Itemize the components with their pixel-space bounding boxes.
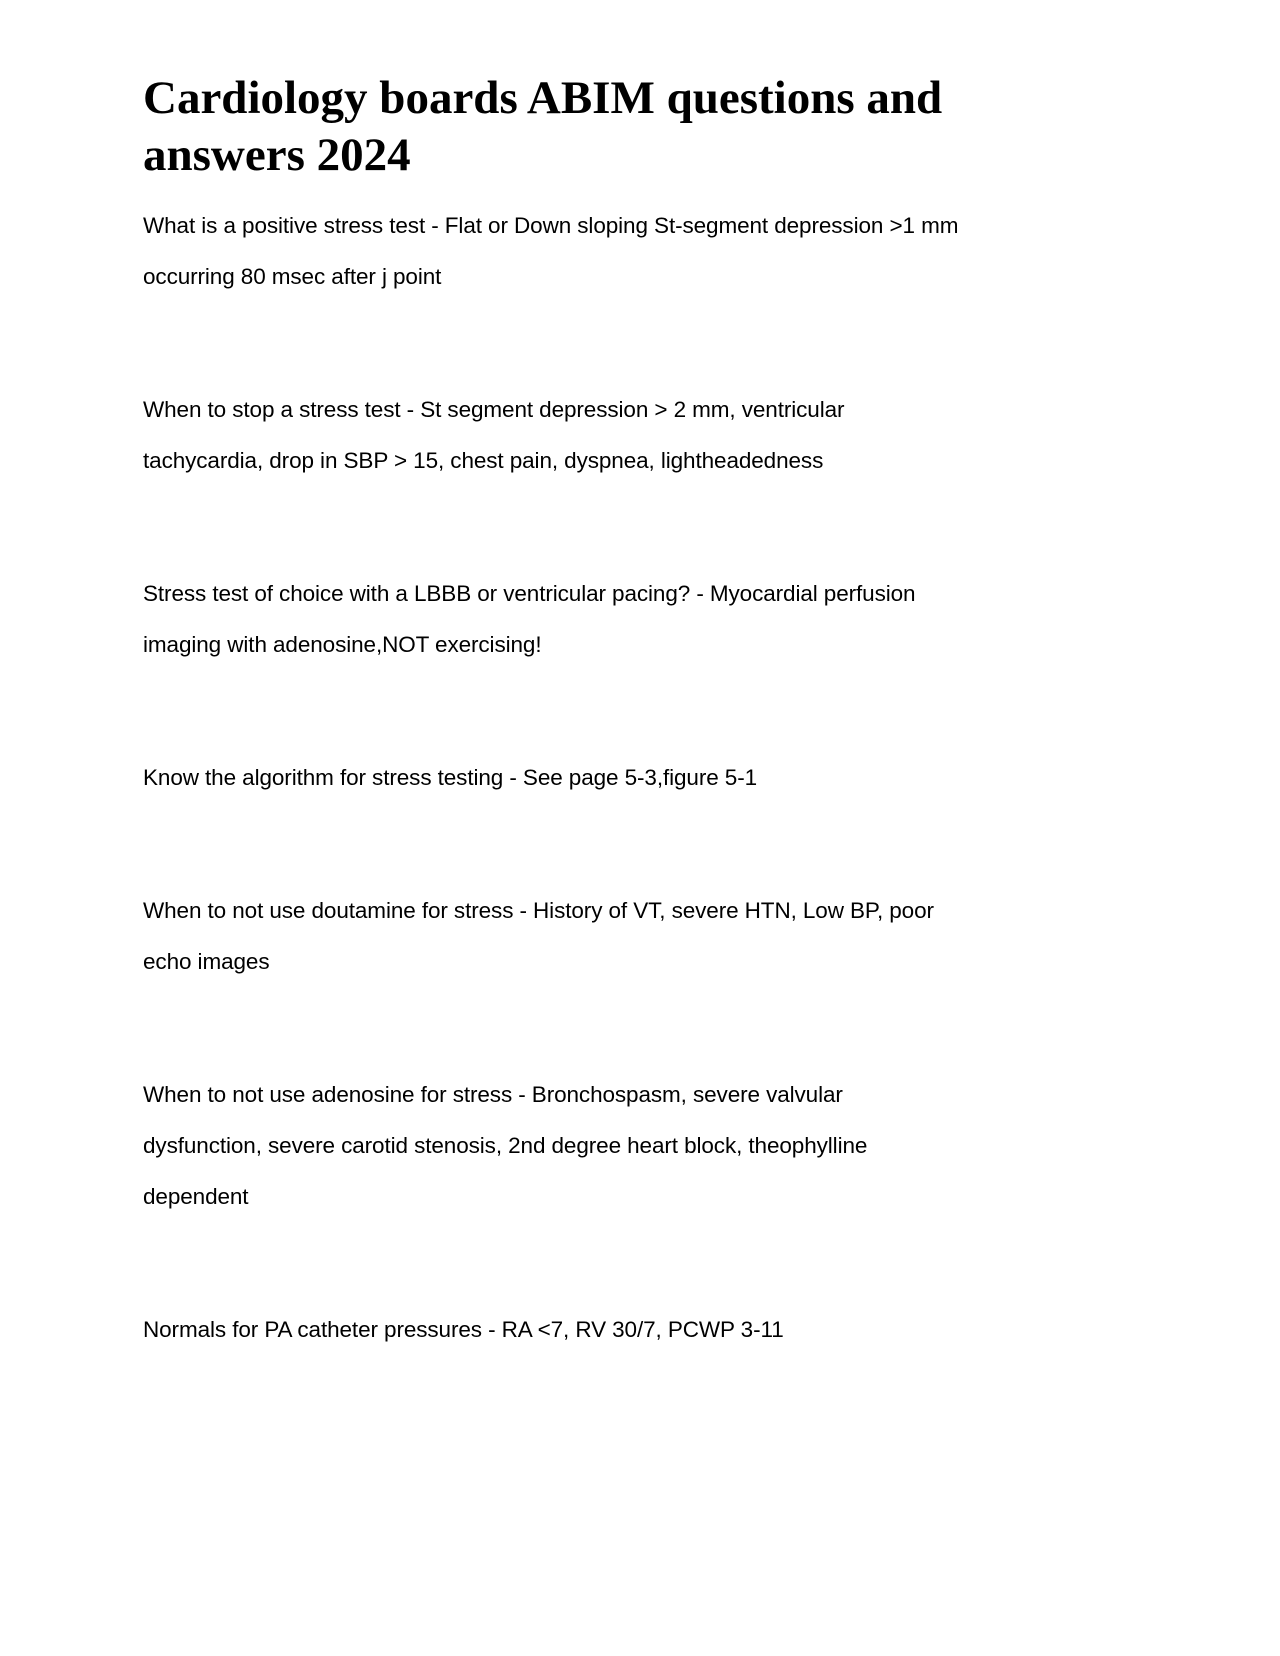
qa-line: Know the algorithm for stress testing - See page 5-3,figure 5-1 — [143, 765, 758, 790]
qa-entry — [143, 1069, 1143, 1222]
qa-entry — [143, 752, 1143, 803]
qa-line: dysfunction, severe carotid stenosis, 2nd degree heart block, theophylline — [143, 1133, 868, 1158]
qa-entry — [143, 885, 1143, 987]
qa-entry — [143, 1304, 1143, 1355]
qa-line: What is a positive stress test - Flat or Down sloping St-segment depression >1 mm — [143, 213, 959, 238]
qa-entry — [143, 568, 1143, 670]
qa-line: dependent — [143, 1184, 249, 1209]
qa-line: Stress test of choice with a LBBB or ventricular pacing? - Myocardial perfusion — [143, 581, 916, 606]
document-page — [143, 70, 1143, 1437]
qa-line: tachycardia, drop in SBP > 15, chest pain, dyspnea, lightheadedness — [143, 448, 824, 473]
qa-line: imaging with adenosine,NOT exercising! — [143, 632, 542, 657]
qa-line: Normals for PA catheter pressures - RA <7, RV 30/7, PCWP 3-11 — [143, 1317, 784, 1342]
title-line: Cardiology boards ABIM questions and — [143, 72, 943, 124]
qa-line: When to not use adenosine for stress - Bronchospasm, severe valvular — [143, 1082, 843, 1107]
qa-entry — [143, 384, 1143, 486]
document-title — [143, 70, 1143, 184]
title-line: answers 2024 — [143, 129, 411, 181]
qa-entry — [143, 200, 1143, 302]
qa-line: When to not use doutamine for stress - History of VT, severe HTN, Low BP, poor — [143, 898, 934, 923]
qa-line: echo images — [143, 949, 270, 974]
qa-line: occurring 80 msec after j point — [143, 264, 442, 289]
qa-line: When to stop a stress test - St segment depression > 2 mm, ventricular — [143, 397, 845, 422]
